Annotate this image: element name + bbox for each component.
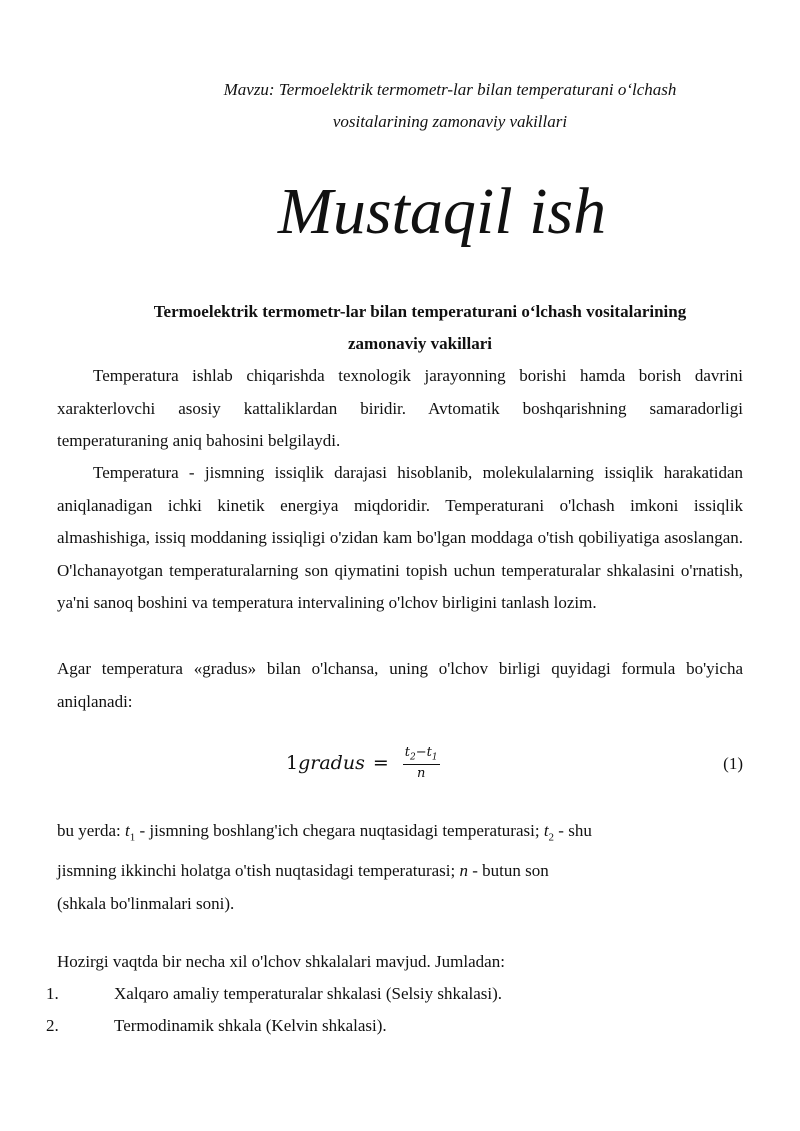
formula-one: 1: [286, 752, 299, 774]
explanation-line-3: (shkala bo'linmalari soni).: [57, 894, 235, 914]
explanation-line-2: [57, 854, 677, 887]
topic-line-2: vositalarining zamonaviy vakillari: [332, 112, 568, 131]
where-t2-sub: 2: [548, 831, 555, 844]
paragraph-2: Temperatura - jismning issiqlik darajasi hisoblanib, molekulalarning issiqlik harakatidan aniqlanadigan ichki kinetik energiya miqdoridir. Temperaturani o'lchash imkoni issiqlik almashishiga, issiq moddaning issiqligi o'zidan kam bo'lgan moddaga o'tish qobiliyatiga asoslangan. O'lchanayotgan temperaturalarning son qiymatini topish uchun temperaturalar shkalasini o'rnatish, ya'ni sanoq boshini va temperatura intervalining o'lchov birligini tanlash lozim.: [57, 463, 743, 612]
list-item-number: 1.: [46, 984, 59, 1003]
section-heading: [120, 296, 720, 360]
explanation-line-1: [57, 814, 677, 854]
list-item-number: 2.: [46, 1016, 59, 1035]
where-text-c: - shu: [554, 821, 592, 840]
formula-equals: =: [372, 752, 389, 774]
where-text-b: - jismning boshlang'ich chegara nuqtasidagi temperaturasi;: [135, 821, 544, 840]
topic-line-1: Mavzu: Termoelektrik termometr-lar bilan temperaturani o‘lchash: [223, 80, 677, 99]
where-t2: t: [543, 821, 549, 840]
where-n: n: [459, 861, 468, 881]
where-t1-sub: 1: [129, 831, 136, 844]
document-title: Mustaqil ish: [277, 175, 607, 248]
section-heading-line-1: Termoelektrik termometr-lar bilan temperaturani o‘lchash vositalarining: [153, 302, 687, 321]
topic-header: [120, 74, 780, 138]
where-text-a: bu yerda:: [57, 821, 125, 840]
formula-fraction: [403, 745, 440, 781]
where-text-line2a: jismning ikkinchi holatga o'tish nuqtasidagi temperaturasi;: [57, 861, 460, 881]
list-item-text: Xalqaro amaliy temperaturalar shkalasi (Selsiy shkalasi).: [114, 984, 503, 1003]
formula-t2-sub: 2: [409, 752, 416, 763]
formula-minus: −: [415, 745, 427, 761]
formula-denominator: n: [416, 765, 426, 781]
formula-t1-sub: 1: [431, 752, 438, 763]
list-lead: Hozirgi vaqtda bir necha xil o'lchov shkalalari mavjud. Jumladan:: [57, 952, 505, 971]
where-text-line2b: - butun son: [468, 861, 549, 881]
section-heading-line-2: zamonaviy vakillari: [347, 334, 493, 353]
formula-numerator: [403, 745, 440, 765]
paragraph-1: Temperatura ishlab chiqarishda texnologik jarayonning borishi hamda borish davrini xarakterlovchi asosiy kattaliklardan biridir. Avtomatik boshqarishning samaradorligi temperaturaning aniq bahosini belgilaydi.: [57, 366, 743, 450]
formula-t1: t: [426, 745, 432, 761]
formula-explanation: [57, 814, 677, 920]
formula-gradus: [286, 738, 440, 788]
list-item-text: Termodinamik shkala (Kelvin shkalasi).: [114, 1016, 387, 1035]
equation-number: (1): [723, 754, 743, 773]
where-t1: t: [124, 821, 130, 840]
formula-t2: t: [404, 745, 410, 761]
paragraph-3: Agar temperatura «gradus» bilan o'lchansa, uning o'lchov birligi quyidagi formula bo'yicha aniqlanadi:: [57, 659, 743, 711]
formula-word: gradus: [298, 752, 365, 774]
